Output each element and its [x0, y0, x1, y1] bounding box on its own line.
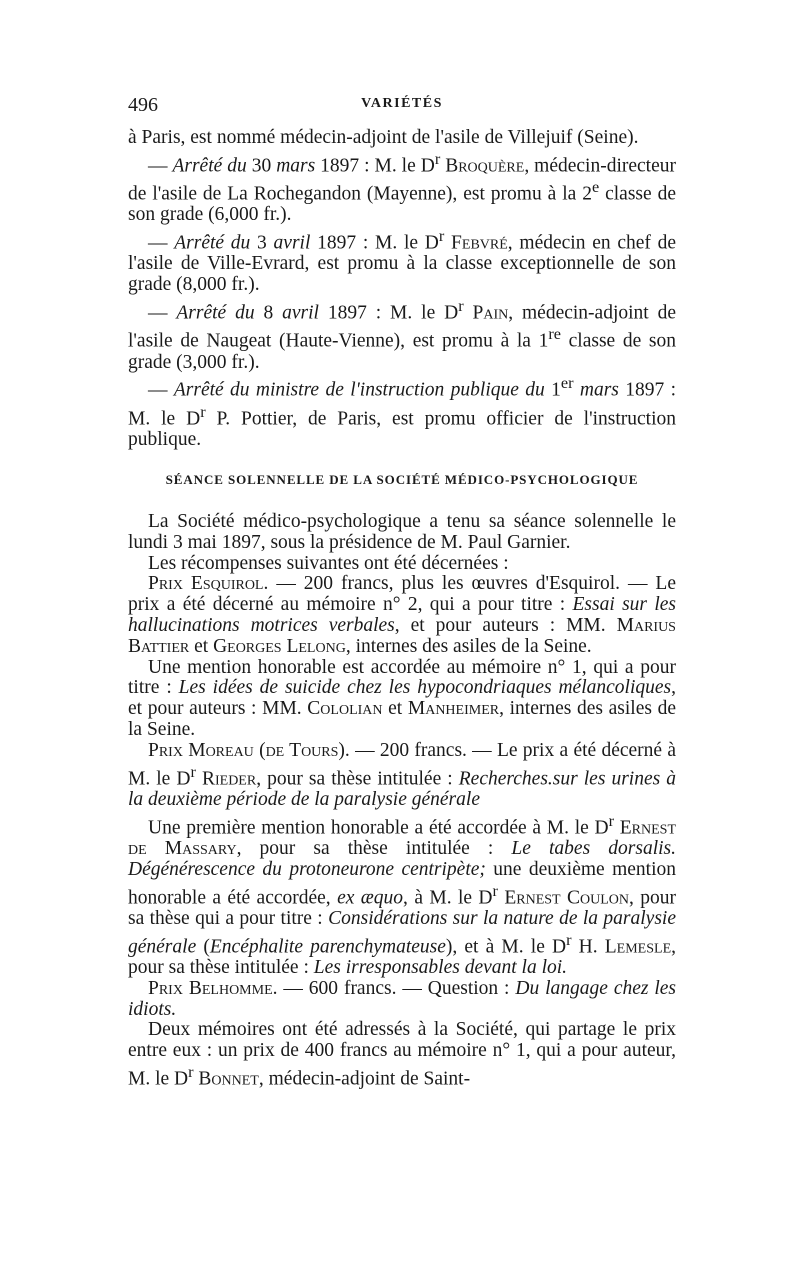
paragraph: Une mention honorable est accordée au mémoire n° 1, qui a pour titre : Les idées de suicide chez les hypocondriaques mélancoliques, et pour auteurs : MM. Cololian et Manheimer, internes des asiles de la Seine. — [128, 656, 676, 740]
page-number: 496 — [128, 94, 158, 116]
paragraph: La Société médico-psychologique a tenu sa séance solennelle le lundi 3 mai 1897, sous la présidence de M. Paul Garnier. — [128, 511, 676, 553]
paragraph: — Arrêté du ministre de l'instruction publique du 1er mars 1897 : M. le $D^r$ P. Pottier, de Paris, est promu officier de l'instruction publique. — [128, 374, 677, 451]
paragraph: Deux mémoires ont été adressés à la Société, qui partage le prix entre eux : un prix de 400 francs au mémoire n° 1, qui a pour auteur, M. le $D^r$ Bonnet, médecin-adjoint de Saint- — [128, 1019, 676, 1090]
paragraph: — Arrêté du 8 avril 1897 : M. le $D^r$ Pain, médecin-adjoint de l'asile de Naugeat (Haute-Vienne), est promu à la 1re classe de son grade (3,000 fr.). — [128, 297, 677, 373]
paragraph: Les récompenses suivantes ont été décernées : — [148, 552, 509, 574]
section-seance-solennelle — [128, 512, 676, 1090]
paragraph: — Arrêté du 30 mars 1897 : M. le $D^r$ Broquère, médecin-directeur de l'asile de La Rochegandon (Mayenne), est promu à la 2e classe de son grade (6,000 fr.). — [128, 149, 676, 226]
paragraph: à Paris, est nommé médecin-adjoint de l'asile de Villejuif (Seine). — [128, 127, 639, 148]
running-title: VARIÉTÉS — [361, 96, 443, 111]
paragraph: — Arrêté du 3 avril 1897 : M. le $D^r$ Febvré, médecin en chef de l'asile de Ville-Evrard, est promu à la classe exceptionnelle de son grade (8,000 fr.). — [128, 227, 677, 296]
page-header — [128, 94, 676, 118]
paragraph: Une première mention honorable a été accordée à M. le $D^r$ Ernest de Massary, pour sa thèse intitulée : Le tabes dorsalis. Dégénérescence du protoneurone centripète; une deuxième mention honorable a été accordée, ex æquo, à M. le $D^r$ Ernest Coulon, pour sa thèse qui a pour titre : Considérations sur la nature de la paralysie générale (Encéphalite parenchymateuse), et à M. le $D^r$ H. Lemesle, pour sa thèse intitulée : Les irresponsables devant la loi. — [128, 811, 677, 978]
paragraph: Prix Moreau (de Tours). — 200 francs. — Le prix a été décerné à M. le $D^r$ Rieder, pour sa thèse intitulée : Recherches.sur les urines à la deuxième période de la paralysie générale — [128, 739, 677, 810]
paragraph: Prix Esquirol. — 200 francs, plus les œuvres d'Esquirol. — Le prix a été décerné au mémoire n° 2, qui a pour titre : Essai sur les hallucinations motrices verbales, et pour auteurs : MM. Marius Battier et Georges Lelong, internes des asiles de la Seine. — [128, 573, 676, 657]
paragraph: Prix Belhomme. — 600 francs. — Question : Du langage chez les idiots. — [128, 977, 677, 1020]
section-title: SÉANCE SOLENNELLE DE LA SOCIÉTÉ MÉDICO-PSYCHOLOGIQUE — [165, 472, 639, 487]
section-nominations — [128, 128, 676, 451]
